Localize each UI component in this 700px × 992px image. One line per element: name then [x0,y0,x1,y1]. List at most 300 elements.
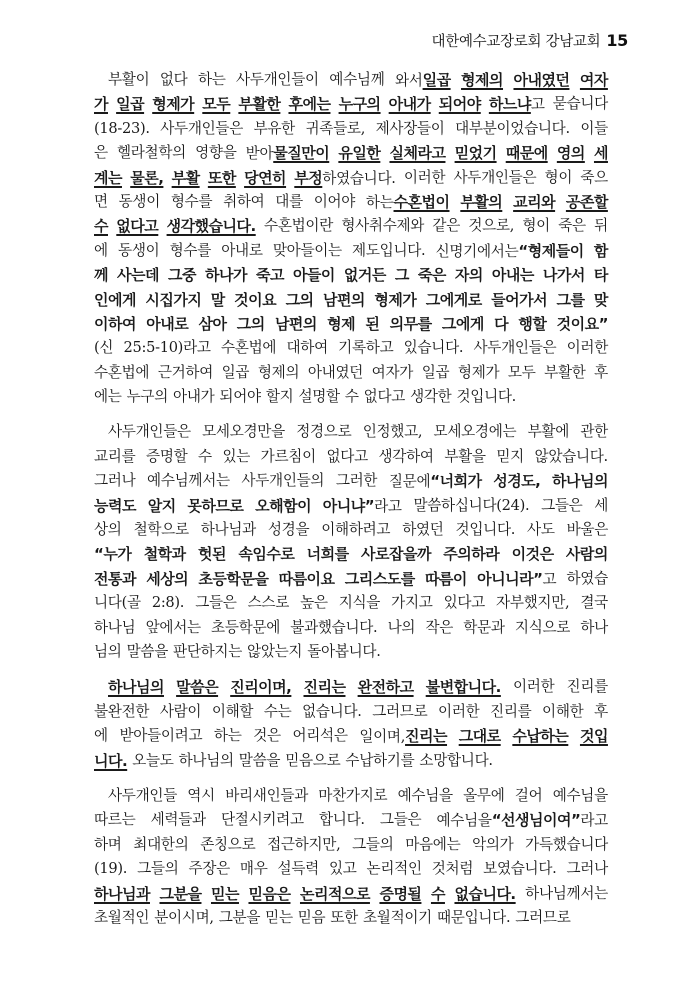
word: 것은 [253,727,281,745]
word: 말씀을 [238,751,281,769]
word: 자부했지만, [496,594,570,612]
emphasized-word: 하나님의 [551,472,608,491]
word: 하나님과 [200,521,256,539]
emphasized-word: 시집가지 [145,290,202,309]
word: 존칭으로 [200,835,256,853]
emphasized-word: 남편의 [274,314,317,333]
emphasized-word: 너희를 [306,545,349,564]
emphasized-word: 오해함이 [255,496,312,515]
word: 에 [94,241,108,259]
emphasized-word: 실체라고 [389,144,446,163]
emphasized-word: 불변합니다. [425,678,501,697]
word: 있다고 [443,594,485,612]
word: 가득했습니다 [525,835,608,853]
word-group [366,190,450,214]
emphasized-word: 아들이 [292,266,335,285]
word: 하는 [365,193,394,211]
word: (18-23). [94,119,150,137]
emphasized-word: 진리이며, [230,678,292,697]
word: 최대한의 [133,835,189,853]
word: 아내가 [173,388,215,406]
word: 사두개인들은 [473,339,557,357]
word: 세력들과 [150,811,206,829]
word: 후 [594,363,608,381]
word: 그러나 [566,860,608,878]
emphasized-word: “선생님이여” [491,811,581,830]
word: 대부분이었습니다. [455,119,570,137]
word: 고 [542,570,557,588]
word: 관한 [580,423,608,441]
word: 정경으로 [296,423,352,441]
emphasized-word: 그를 [556,290,585,309]
word: 합니다. [318,811,365,829]
word: 바리새인들과 [225,786,308,804]
word: 스스로 [247,594,290,612]
emphasized-word: “형제들이 [518,241,584,260]
word: 지식을 [338,594,381,612]
word: 그들의 [352,835,394,853]
emphasized-word: 아내였던 [513,71,570,89]
emphasized-word: 성경도, [493,472,541,491]
text-line [94,336,608,360]
word: 믿지 [496,447,524,465]
word: 초등학문에 [211,618,281,636]
text-line [94,494,608,518]
word: 면 [94,192,108,210]
word: 증명할 [146,447,188,465]
emphasized-word: 세상의 [146,569,189,588]
word: 이해한 [542,702,584,720]
word: 죽으 [580,168,608,186]
emphasized-word: 그의 [236,314,265,333]
word: 단절시키려고 [220,811,304,829]
word: 그분을 [218,908,261,926]
emphasized-word: 믿었기 [454,144,497,163]
word: 분이시며, [154,908,214,926]
emphasized-word: 나가서 [542,266,585,285]
text-line [94,616,608,640]
emphasized-word: 그분을 [159,884,202,903]
word: 사두개인들은 [108,423,191,441]
word: 형이 [544,168,573,186]
word: 돌아봅니다. [307,642,381,660]
text-line [94,640,608,664]
text-line [94,361,608,385]
emphasized-word: 믿음은 [248,884,291,903]
emphasized-word: 말 [210,290,225,309]
word: 사두개인들은 [160,119,244,137]
text-line [94,675,608,699]
emphasized-word: 초등학문을 [198,569,269,588]
word: 모세오경만을 [202,423,285,441]
emphasized-word: 일곱 [116,95,145,114]
word: 제도입니다. [352,241,426,259]
word: 철학으로 [133,521,189,539]
emphasized-word: 하나님의 [108,678,164,697]
word: 되어야 [219,388,261,406]
emphasized-word: 의무를 [389,314,432,333]
word: 보였습니다. [483,860,557,878]
word: 않았습니다. [534,447,608,465]
word: 매우 [239,860,268,878]
emphasized-word: 누구의 [338,95,381,114]
emphasized-word: 께 [94,266,108,285]
word: 없다고 [363,388,406,406]
word-group [436,812,580,829]
emphasized-word: 주의하라 [443,545,500,564]
word: 이러한 [512,678,555,696]
text-line [94,68,608,92]
emphasized-word: 헛된 [198,545,226,564]
word: 니다(골 [94,594,141,612]
word: 죽은 [558,217,586,235]
word: 학문과 [463,618,505,636]
emphasized-word: 그리스도를 [344,569,415,588]
word: 수는 [263,702,292,720]
word: 결국 [580,594,608,612]
emphasized-word: 능력도 [94,496,136,515]
word-group [294,166,395,190]
word: 받아들이려고 [119,727,203,745]
word: 형수를 [169,241,212,259]
emphasized-word: 사는데 [117,266,159,285]
emphasized-word: 사로잡을까 [360,545,431,564]
text-line [94,857,608,881]
word: 가르침이 [260,447,316,465]
text-line [94,141,608,165]
word: 25:5-10)라고 [123,339,211,357]
emphasized-word: 하느냐 [488,95,531,114]
word: 이해하려고 [321,521,391,539]
word: 그들은 [195,594,237,612]
word: 사도 [527,521,555,539]
emphasized-word: 하나가 [204,266,247,285]
word: 에 [94,727,108,745]
word: 수 [198,447,212,465]
word: 바울은 [566,521,608,539]
text-line [94,784,608,808]
word: 님의 [94,642,122,660]
word: 높은 [300,594,328,612]
emphasized-word: 행할 [518,314,547,333]
word: 기록하고 [338,339,394,357]
word: 하였습 [566,569,608,587]
word: 가지고 [391,594,433,612]
word: 불과했습니다. [290,618,378,636]
emphasized-word: 형제 [327,314,356,333]
emphasized-word: 삼아 [198,314,227,333]
word: 맞아들이는 [272,241,342,259]
text-line [94,239,608,263]
emphasized-word: 된 [365,314,380,333]
word: 하는 [213,727,242,745]
emphasized-word: 부활 [171,168,200,187]
word-group [323,494,402,518]
word: 이어야 [313,192,356,210]
word: 설명할 [298,388,340,406]
word: 믿음 [297,908,326,926]
word: 오늘도 [132,751,174,769]
text-line [94,92,608,116]
emphasized-word: 공존할 [565,192,608,211]
emphasized-word: 아내로 [146,314,189,333]
emphasized-word: 아내가 [388,95,431,114]
word: 초월적인 [94,908,150,926]
word: 수혼법이란 [264,217,334,235]
word: 부활이 [108,71,150,88]
word: 나의 [387,618,416,636]
word: 그들의 [137,860,179,878]
word: 제사장들이 [375,119,445,137]
word: 같은 [432,217,461,235]
text-line [94,445,608,469]
word: 믿음으로 [285,751,341,769]
word: 사람이 [159,702,202,720]
word: 이러한 [438,702,480,720]
word: 그러므로 [515,908,571,926]
word: 수납하기를 [345,751,415,769]
emphasized-word: 후에는 [288,95,331,114]
word: 지식으로 [514,618,571,636]
text-line [94,288,608,312]
word: 은 [94,144,108,162]
word: 형사취수제와 [341,217,425,235]
word: 그러므로 [372,702,428,720]
emphasized-word: 아니냐” [322,496,375,515]
word: 판단하지는 [173,642,243,660]
word: 부활에 [527,423,570,441]
word-group [389,469,482,493]
word: 사두개인들은 [453,168,537,186]
emphasized-word: 못하므로 [187,496,244,515]
word: 뒤 [594,217,608,235]
word: 누구의 [126,388,169,406]
word: 그러나 [94,472,136,490]
text-line [94,724,608,748]
emphasized-word: 자의 [454,266,483,285]
word: 일곱 [221,363,250,381]
emphasized-word: 부활의 [460,192,503,211]
emphasized-word: 함 [593,241,608,260]
emphasized-word: 것입 [579,727,608,746]
word: 교리를 [94,447,136,465]
emphasized-word: 죽고 [255,266,284,285]
word: 와서 [394,72,423,89]
emphasized-word: 수납하는 [512,727,569,746]
word: 않았는지 [247,642,303,660]
text-line [94,263,608,287]
word-group [395,68,451,92]
paragraph [94,68,608,409]
word: 예수님께 [329,71,385,88]
emphasized-word: 철학과 [143,545,186,564]
emphasized-word: 유일한 [338,144,381,163]
text-line [94,312,608,336]
word: 아내로 [221,241,263,259]
word: 말씀을 [126,642,169,660]
word-group [359,724,447,748]
emphasized-word: 부정 [294,168,323,187]
emphasized-word: 없습니다. [454,884,516,903]
text-line [94,214,608,238]
document-body [94,68,608,938]
word: 초월적이기 [362,908,432,926]
word: 하나님의 [178,751,234,769]
word: 상의 [94,521,122,539]
emphasized-word: 아니니라” [477,569,543,588]
page-number: 15 [606,31,628,50]
word: 모세오경에는 [433,423,517,441]
text-line [94,542,608,566]
word-group [246,141,330,165]
text-line [94,166,608,190]
word: 작은 [425,618,454,636]
word: 따르는 [94,811,136,829]
word: 사두개인들이 [236,71,319,88]
emphasized-word: 진리는 [405,727,448,746]
word: 대를 [275,192,303,210]
word: (신 [94,339,114,357]
emphasized-word: 속임수로 [238,545,295,564]
word: 2:8). [151,594,185,612]
text-line [94,906,608,930]
emphasized-word: 그에게 [441,314,484,333]
word: 수혼법에 [220,339,277,357]
word: 없다 [159,71,188,88]
word: 예수님을 [397,786,453,804]
emphasized-word: 수혼법이 [393,192,450,211]
text-line [94,833,608,857]
emphasized-word: 알지 [147,496,176,515]
emphasized-word: 또한 [207,168,236,187]
word: 신명기에서는 [435,242,519,260]
emphasized-word: 없거든 [343,266,386,285]
text-line [94,385,608,409]
word: 없습니다. [302,702,362,720]
word: 하였습니다. [322,169,396,187]
word: 헬라철학의 [116,144,186,162]
word: (19). [94,860,128,878]
word: 하나 [580,618,608,636]
emphasized-word: 논리적으로 [299,884,370,903]
emphasized-word: 물론, [130,168,164,187]
paragraph [94,675,608,773]
emphasized-word: 당연히 [244,168,287,187]
emphasized-word: 없다고 [116,217,159,236]
word: 대하여 [286,339,328,357]
word: 걸어 [514,786,543,804]
emphasized-word: 따름이요 [278,569,335,588]
emphasized-word: 전통과 [94,569,136,588]
emphasized-word: 그중 [167,266,196,285]
word: 여자가 [371,363,414,381]
word: 라고 [374,497,402,515]
emphasized-word: 세 [593,144,608,163]
word: 부유한 [253,119,295,137]
word: 하였던 [402,521,444,539]
word: 이러한 [403,168,446,186]
word: 믿는 [265,908,293,926]
emphasized-word: 일곱 [422,71,451,89]
word: 아내였던 [307,363,364,381]
word: 일이며, [359,728,406,746]
word: 말씀하십니다(24). [413,496,530,514]
word: 동생이 [118,241,160,259]
word: 것입니다. [456,388,516,406]
word: 하나님께서는 [525,884,608,902]
emphasized-word: 되어야 [438,95,481,114]
word: 것으로, [468,217,515,235]
word: 접근하지만, [267,835,341,853]
word: 악의가 [472,835,514,853]
word: 또한 [330,908,358,926]
word: 취하여 [223,192,265,210]
word: 귀족들로, [305,119,366,137]
emphasized-word: 때문에 [505,144,548,163]
word: 진리를 [490,702,532,720]
word: 불완전한 [94,702,150,720]
word: 에는 [94,388,122,406]
word: 고 [530,96,545,114]
emphasized-word: 남편의 [322,290,365,309]
word: 마찬가지로 [318,786,388,804]
word-group [436,808,607,832]
word: 세 [594,496,608,514]
word: 영향을 [195,144,237,162]
word: 있고 [328,860,357,878]
word: 하며 [94,835,122,853]
word: 생각한 [410,388,452,406]
emphasized-word: 그의 [285,290,314,309]
text-line [94,117,608,141]
emphasized-word: 형제의 [461,71,504,89]
word: 성경을 [267,521,310,539]
word-group [477,567,556,591]
emphasized-word: 아내는 [491,266,534,285]
emphasized-word: 것이요 [234,290,277,309]
text-line [94,749,608,773]
word: 설득력 [277,860,319,878]
text-line [94,882,608,906]
church-name: 대한예수교장로회 강남교회 [431,34,601,50]
word: 후 [594,702,608,720]
emphasized-word: 그 [394,266,409,285]
paragraph [94,784,608,930]
word: 부활한 [544,363,586,381]
word: 소망합니다. [419,751,493,769]
word: 할지 [265,388,294,406]
word: 수 [344,388,359,406]
emphasized-word: 수 [430,884,445,903]
emphasized-word: 생각했습니다. [166,217,256,236]
word: 있는 [222,447,251,465]
emphasized-word: 진리는 [303,678,346,697]
word: 동생이 [118,192,161,210]
word: 이들 [580,119,608,137]
word: 때문입니다. [436,908,511,926]
word: 받아 [245,145,274,163]
emphasized-word: 사람의 [565,545,608,564]
emphasized-word: 가 [94,95,108,114]
word: 역시 [187,786,215,804]
word: 부활을 [444,447,486,465]
word: 것입니다. [455,521,516,539]
emphasized-word: 하나님과 [94,884,150,903]
word: 형이 [522,217,550,235]
text-line [94,700,608,724]
page-header [432,30,628,51]
text-line [94,808,608,832]
